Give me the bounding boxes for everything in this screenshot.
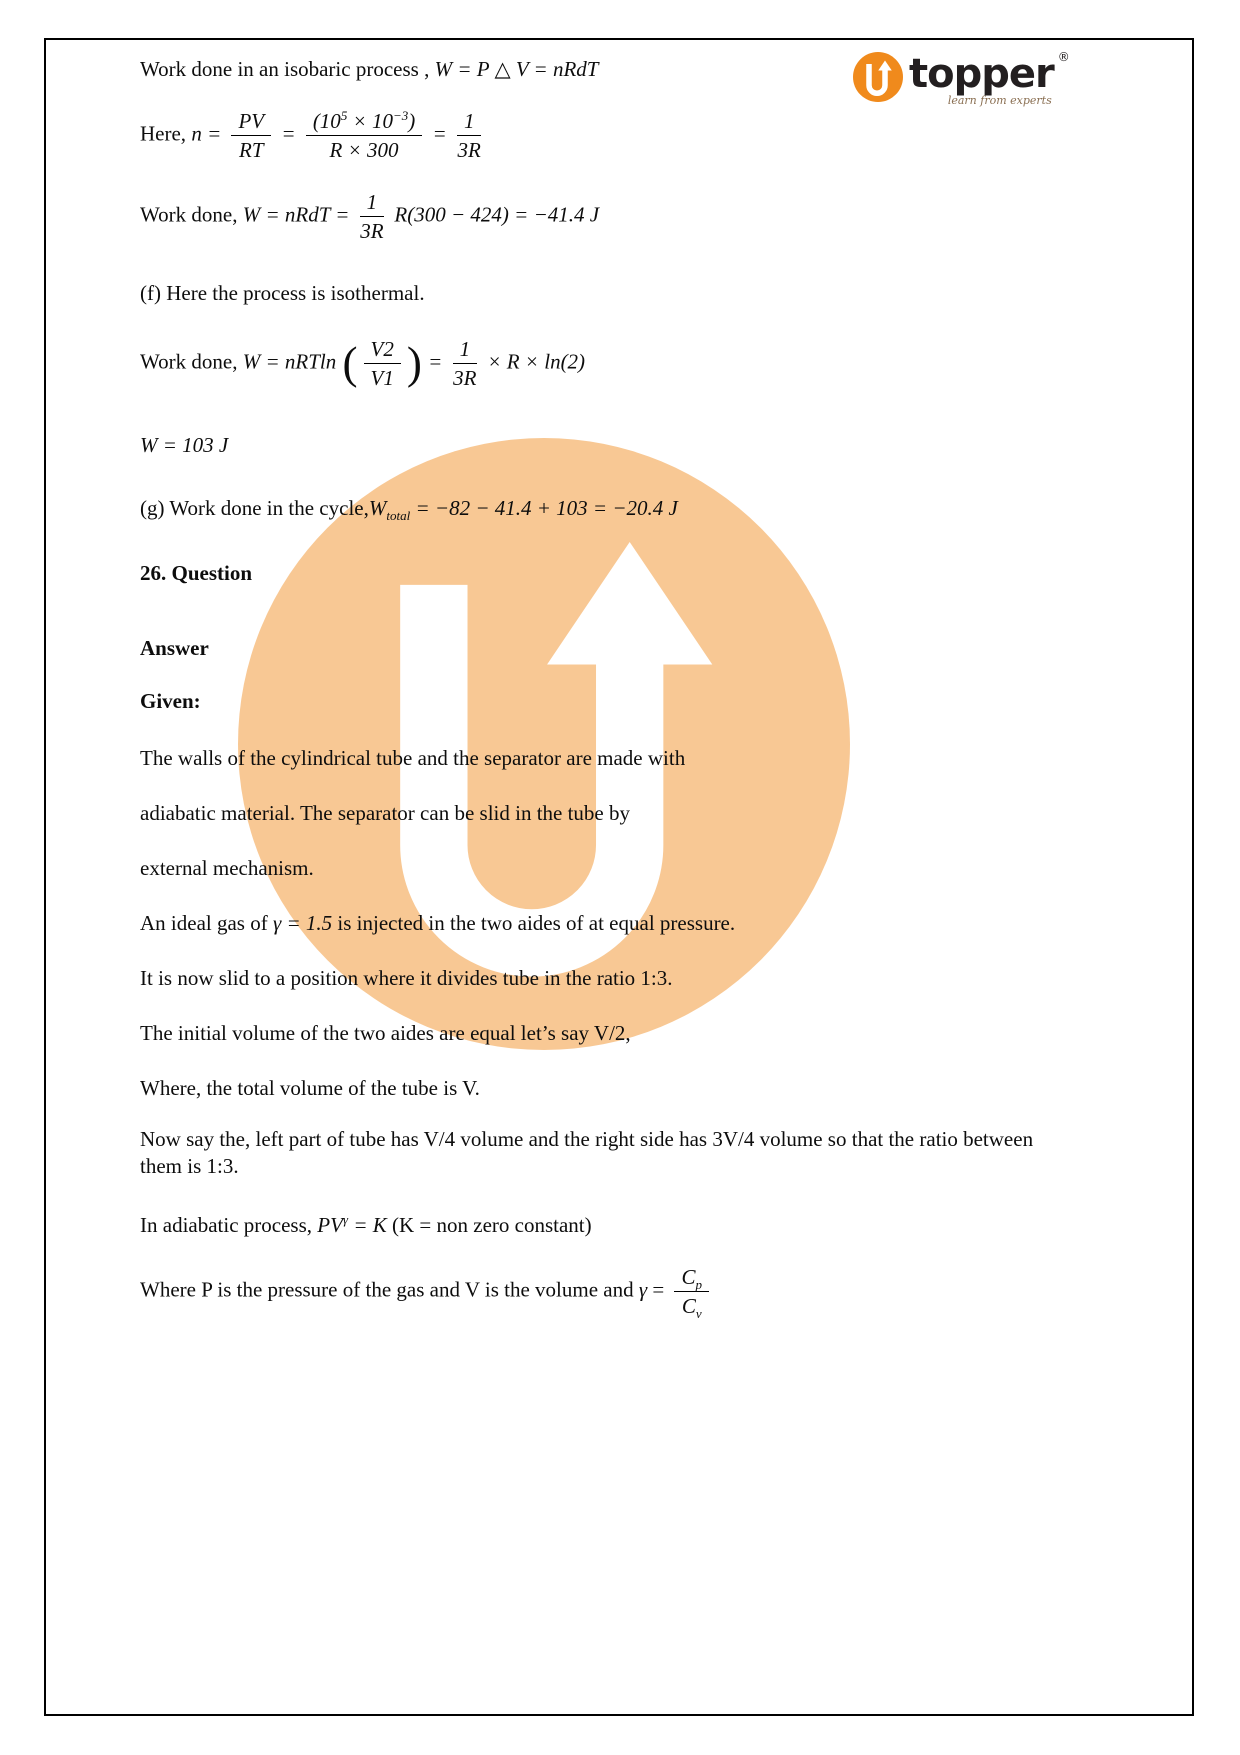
- text-segment: It is now slid to a position where it divides tube in the ratio 1:3.: [140, 965, 673, 990]
- para-slid-position: [140, 965, 1110, 992]
- para-total-volume: [140, 1075, 1110, 1102]
- text-segment: In adiabatic process,: [140, 1212, 318, 1237]
- fraction-numerator: [674, 1265, 709, 1292]
- fraction-denominator: [360, 217, 385, 243]
- math-segment: = K: [348, 1212, 392, 1237]
- math-segment: PV: [238, 109, 265, 133]
- text-segment: adiabatic material. The separator can be slid in the tube by: [140, 800, 631, 825]
- text-segment: Work done in an isobaric process ,: [140, 57, 435, 81]
- text-segment: The initial volume of the two aides are equal let’s say V/2,: [140, 1020, 631, 1045]
- math-segment: R × 300: [329, 138, 399, 163]
- math-segment: 1: [366, 190, 378, 215]
- para-now-say: [140, 1126, 1080, 1180]
- cycle-work-line: [140, 495, 1110, 522]
- isothermal-note: [140, 280, 1110, 307]
- math-segment: γ = 1.5: [272, 910, 333, 935]
- para-external-mechanism: [140, 855, 1110, 882]
- math-segment: C: [681, 1264, 696, 1289]
- text-segment: is injected in the two aides of at equal pressure.: [332, 910, 736, 935]
- math-segment: V1: [370, 365, 394, 390]
- sub-segment: total: [386, 508, 411, 524]
- fraction: [674, 1264, 709, 1322]
- paren-segment: (: [342, 337, 358, 388]
- fraction-denominator: [364, 364, 401, 390]
- math-segment: n =: [191, 121, 227, 146]
- sup-segment: 5: [340, 108, 348, 123]
- math-segment: (10: [312, 109, 341, 133]
- sub-segment: p: [695, 1277, 702, 1293]
- logo-tagline: learn from experts: [947, 94, 1052, 107]
- fraction: [306, 109, 422, 162]
- math-segment: C: [681, 1293, 696, 1318]
- sup-segment: −3: [393, 108, 409, 123]
- text-segment: Where, the total volume of the tube is V.: [140, 1075, 480, 1100]
- math-segment: W: [368, 495, 387, 520]
- text-segment: Answer: [140, 635, 209, 660]
- math-segment: PV: [317, 1212, 343, 1237]
- text-segment: 26. Question: [140, 560, 253, 585]
- math-segment: R(300 − 424) = −41.4 J: [389, 202, 600, 227]
- document-content: [140, 50, 1110, 1322]
- fraction-numerator: [453, 337, 478, 364]
- para-initial-volume: [140, 1020, 1110, 1047]
- math-segment: ): [408, 109, 416, 133]
- text-segment: Now say the, left part of tube has V/4 volume and the right side has 3V/4 volume so that the ratio between them is 1:3.: [140, 1126, 1034, 1178]
- math-segment: =: [422, 349, 448, 374]
- math-segment: = −82 − 41.4 + 103 = −20.4 J: [410, 495, 678, 520]
- question-heading: [140, 560, 1110, 587]
- workdone-isobaric-line: [140, 190, 1110, 243]
- logo-brand-text: topper: [909, 51, 1054, 97]
- para-adiabatic-process: [140, 1212, 1110, 1239]
- paren-segment: ): [406, 337, 422, 388]
- math-segment: × 10: [347, 109, 393, 133]
- math-segment: 3R: [457, 138, 481, 163]
- para-adiabatic-material: [140, 800, 1110, 827]
- fraction: [364, 337, 401, 390]
- w-103-line: [140, 432, 1110, 459]
- text-segment: (K = non zero constant): [392, 1212, 592, 1237]
- math-segment: =: [427, 121, 452, 146]
- math-segment: V2: [370, 336, 394, 361]
- math-segment: W = 103 J: [140, 432, 229, 457]
- utopper-logo-icon: [853, 52, 903, 102]
- math-segment: W = nRTln: [242, 349, 342, 374]
- fraction-numerator: [306, 109, 422, 136]
- text-segment: (f) Here the process is isothermal.: [140, 280, 425, 305]
- text-segment: Given:: [140, 688, 201, 713]
- fraction-numerator: [364, 337, 401, 364]
- fraction-numerator: [360, 190, 385, 217]
- text-segment: external mechanism.: [140, 855, 314, 880]
- sub-segment: v: [695, 1306, 702, 1322]
- fraction-denominator: [674, 1292, 709, 1322]
- fraction-numerator: [231, 109, 271, 136]
- para-walls: [140, 745, 1110, 772]
- math-segment: 1: [463, 109, 475, 133]
- text-segment: Work done,: [140, 349, 243, 374]
- workdone-isothermal-line: [140, 337, 1110, 390]
- text-segment: Here,: [140, 121, 192, 146]
- math-segment: =: [276, 121, 301, 146]
- answer-heading: [140, 635, 1110, 662]
- fraction-numerator: [457, 109, 482, 136]
- given-heading: [140, 688, 1110, 715]
- topper-logo: [853, 50, 1070, 107]
- math-segment: γ: [638, 1277, 653, 1302]
- fraction: [453, 337, 478, 390]
- registered-mark: ®: [1057, 50, 1070, 64]
- fraction-denominator: [457, 136, 482, 162]
- para-ideal-gas: [140, 910, 1110, 937]
- text-segment: The walls of the cylindrical tube and the separator are made with: [140, 745, 686, 770]
- math-segment: RT: [239, 138, 264, 163]
- math-segment: 3R: [360, 219, 384, 244]
- logo-text-wrap: [909, 50, 1070, 107]
- text-segment: =: [652, 1277, 670, 1302]
- text-segment: An ideal gas of: [140, 910, 273, 935]
- text-segment: Where P is the pressure of the gas and V is the volume and: [140, 1277, 639, 1302]
- fraction-denominator: [306, 136, 422, 162]
- para-gamma-definition: [140, 1264, 1110, 1322]
- text-segment: (g) Work done in the cycle,: [140, 495, 369, 520]
- fraction: [360, 190, 385, 243]
- sup-segment: γ: [342, 1211, 349, 1227]
- moles-line: [140, 109, 1110, 162]
- math-segment: 1: [459, 336, 471, 361]
- fraction-denominator: [453, 364, 478, 390]
- math-segment: W = P △ V = nRdT: [434, 57, 599, 81]
- fraction-denominator: [231, 136, 271, 162]
- math-segment: W = nRdT =: [242, 202, 355, 227]
- fraction: [231, 109, 271, 162]
- math-segment: 3R: [453, 365, 477, 390]
- fraction: [457, 109, 482, 162]
- math-segment: × R × ln(2): [482, 349, 586, 374]
- text-segment: Work done,: [140, 202, 243, 227]
